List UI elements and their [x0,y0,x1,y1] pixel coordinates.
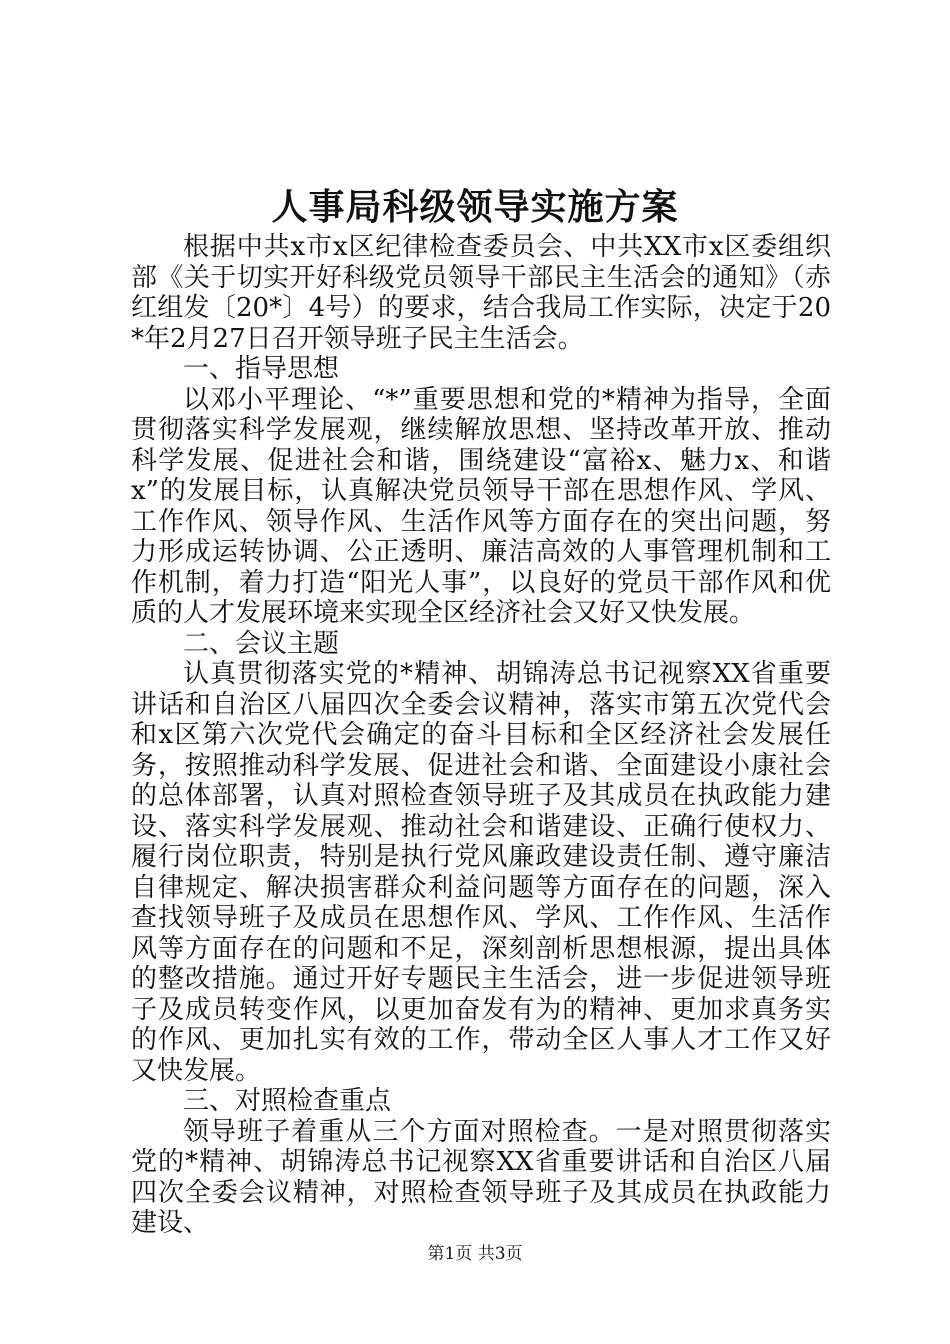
document-body [131,232,831,1239]
paragraph-intro: 根据中共x市x区纪律检查委员会、中共XX市x区委组织部《关于切实开好科级党员领导干部民主生活会的通知》（赤红组发〔20*〕4号）的要求，结合我局工作实际，决定于20*年2月27日召开领导班子民主生活会。 [131,232,831,354]
paragraph-inspection-focus: 领导班子着重从三个方面对照检查。一是对照贯彻落实党的*精神、胡锦涛总书记视察XX省重要讲话和自治区八届四次全委会议精神，对照检查领导班子及其成员在执政能力建设、 [131,1116,831,1238]
section-heading-inspection-focus: 三、对照检查重点 [183,1086,392,1116]
page-number-footer: 第1页 共3页 [427,1244,523,1264]
document-title: 人事局科级领导实施方案 [271,186,679,228]
section-heading-meeting-theme: 二、会议主题 [183,628,340,659]
paragraph-meeting-theme: 认真贯彻落实党的*精神、胡锦涛总书记视察XX省重要讲话和自治区八届四次全委会议精神，落实市第五次党代会和x区第六次党代会确定的奋斗目标和全区经济社会发展任务，按照推动科学发展、促进社会和谐、全面建设小康社会的总体部署，认真对照检查领导班子及其成员在执政能力建设、落实科学发展观、推动社会和谐建设、正确行使权力、履行岗位职责，特别是执行党风廉政建设责任制、遵守廉洁自律规定、解决损害群众利益问题等方面存在的问题，深入查找领导班子及成员在思想作风、学风、工作作风、生活作风等方面存在的问题和不足，深刻剖析思想根源，提出具体的整改措施。通过开好专题民主生活会，进一步促进领导班子及成员转变作风，以更加奋发有为的精神、更加求真务实的作风、更加扎实有效的工作，带动全区人事人才工作又好又快发展。 [131,659,831,1086]
section-heading-guiding-thought: 一、指导思想 [183,354,340,384]
paragraph-guiding-thought: 以邓小平理论、“*”重要思想和党的*精神为指导，全面贯彻落实科学发展观，继续解放思想、坚持改革开放、推动科学发展、促进社会和谐，围绕建设“富裕x、魅力x、和谐x”的发展目标，认真解决党员领导干部在思想作风、学风、工作作风、领导作风、生活作风等方面存在的突出问题，努力形成运转协调、公正透明、廉洁高效的人事管理机制和工作机制，着力打造“阳光人事”，以良好的党员干部作风和优质的人才发展环境来实现全区经济社会又好又快发展。 [131,384,831,628]
